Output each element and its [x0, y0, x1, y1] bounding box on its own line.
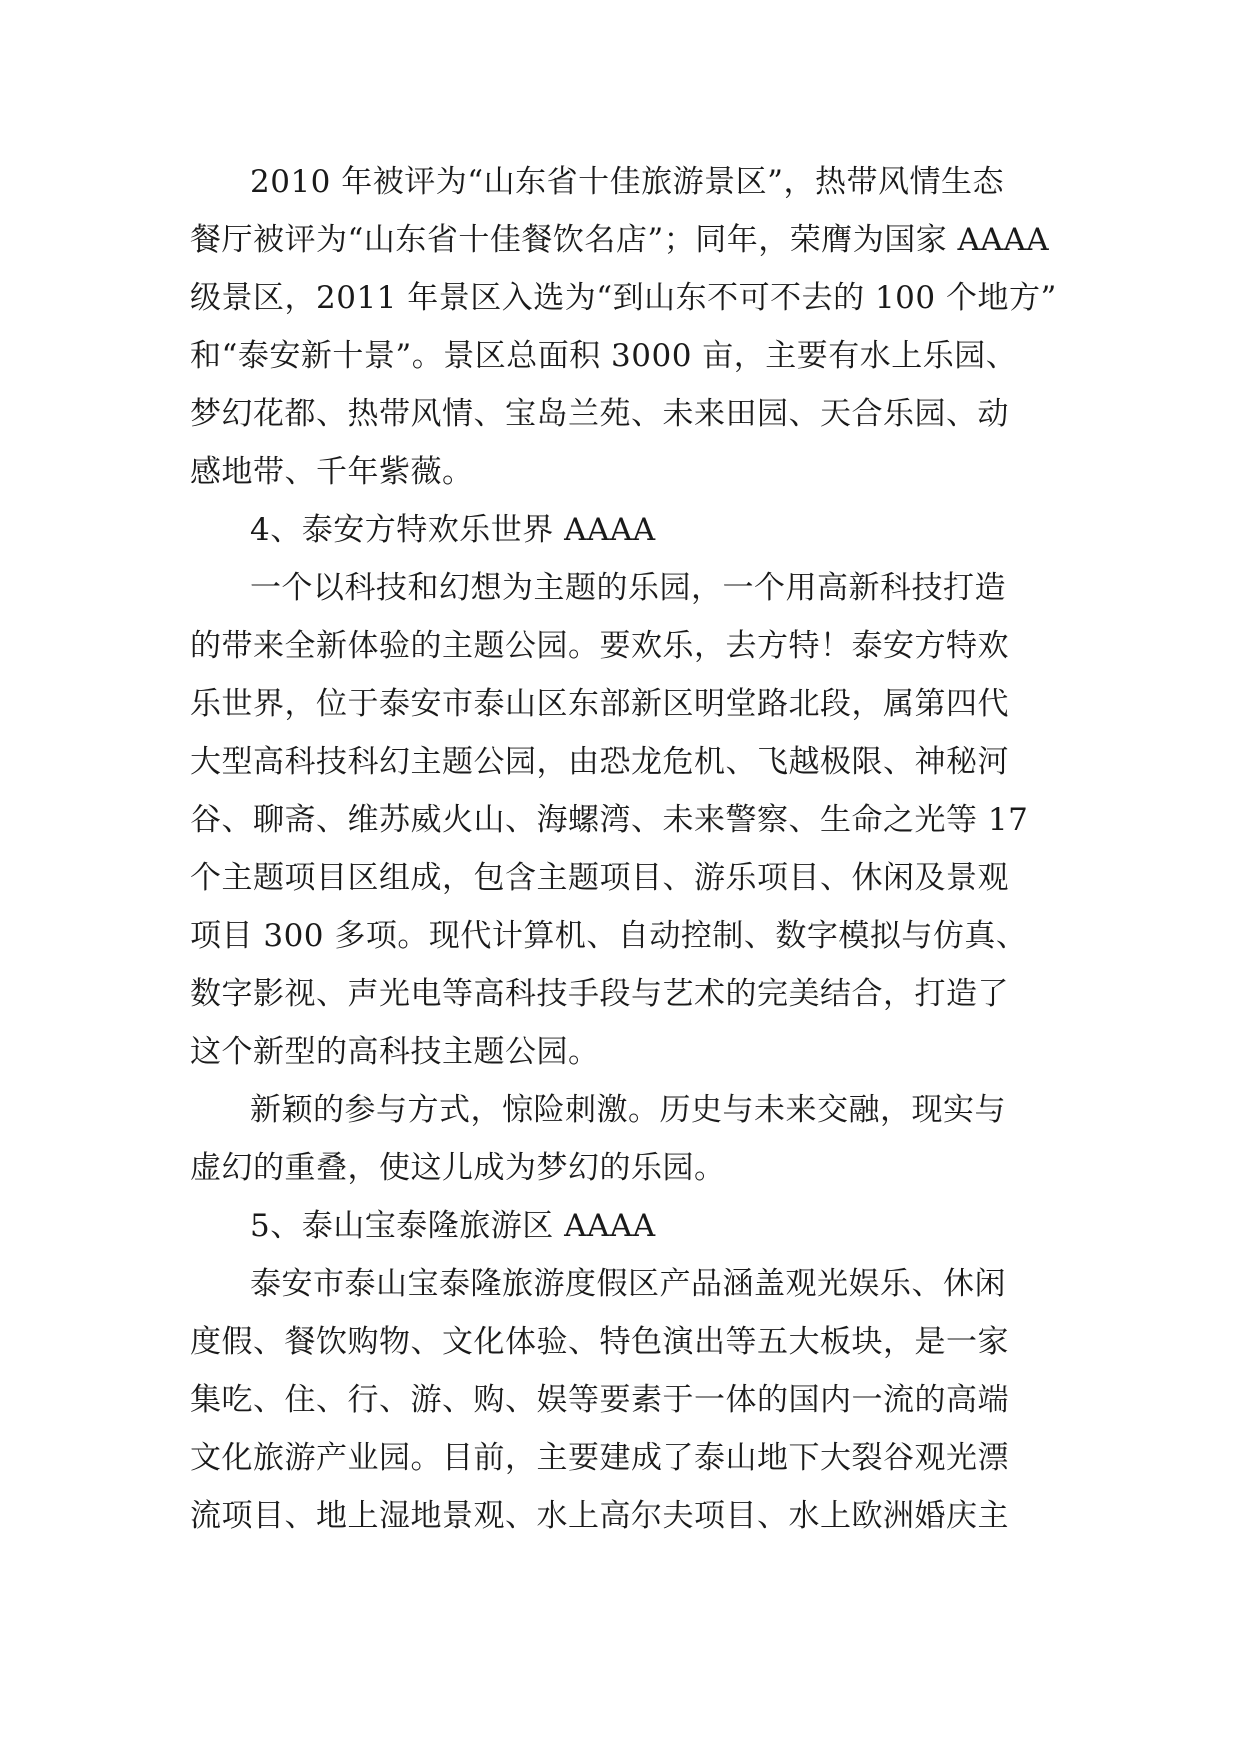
text-line: 流项目、地上湿地景观、水上高尔夫项目、水上欧洲婚庆主 [190, 1498, 1009, 1534]
text-line: 餐厅被评为“山东省十佳餐饮名店”；同年，荣膺为国家 AAAA [190, 222, 1050, 258]
text-line: 梦幻花都、热带风情、宝岛兰苑、未来田园、天合乐园、动 [190, 396, 1009, 432]
text-line: 一个以科技和幻想为主题的乐园，一个用高新科技打造 [250, 570, 1006, 606]
text-line: 个主题项目区组成，包含主题项目、游乐项目、休闲及景观 [190, 860, 1009, 896]
text-line: 大型高科技科幻主题公园，由恐龙危机、飞越极限、神秘河 [190, 744, 1009, 780]
text-line: 乐世界，位于泰安市泰山区东部新区明堂路北段，属第四代 [190, 686, 1009, 722]
text-line: 级景区，2011 年景区入选为“到山东不可不去的 100 个地方” [190, 280, 1057, 316]
text-line: 感地带、千年紫薇。 [190, 454, 474, 490]
text-line: 这个新型的高科技主题公园。 [190, 1034, 600, 1070]
text-line: 泰安市泰山宝泰隆旅游度假区产品涵盖观光娱乐、休闲 [250, 1266, 1006, 1302]
text-line: 度假、餐饮购物、文化体验、特色演出等五大板块，是一家 [190, 1324, 1009, 1360]
text-line: 文化旅游产业园。目前，主要建成了泰山地下大裂谷观光漂 [190, 1440, 1009, 1476]
text-line: 虚幻的重叠，使这儿成为梦幻的乐园。 [190, 1150, 726, 1186]
text-line: 和“泰安新十景”。景区总面积 3000 亩，主要有水上乐园、 [190, 338, 1018, 374]
text-line: 集吃、住、行、游、购、娱等要素于一体的国内一流的高端 [190, 1382, 1009, 1418]
text-line: 谷、聊斋、维苏威火山、海螺湾、未来警察、生命之光等 17 [190, 802, 1029, 838]
text-line: 数字影视、声光电等高科技手段与艺术的完美结合，打造了 [190, 976, 1009, 1012]
text-line: 项目 300 多项。现代计算机、自动控制、数字模拟与仿真、 [190, 918, 1028, 954]
section-heading: 4、泰安方特欢乐世界 AAAA [250, 512, 656, 548]
text-line: 新颖的参与方式，惊险刺激。历史与未来交融，现实与 [250, 1092, 1006, 1128]
section-heading: 5、泰山宝泰隆旅游区 AAAA [250, 1208, 656, 1244]
text-line: 的带来全新体验的主题公园。要欢乐，去方特！泰安方特欢 [190, 628, 1009, 664]
text-line: 2010 年被评为“山东省十佳旅游景区”，热带风情生态 [250, 164, 1004, 200]
